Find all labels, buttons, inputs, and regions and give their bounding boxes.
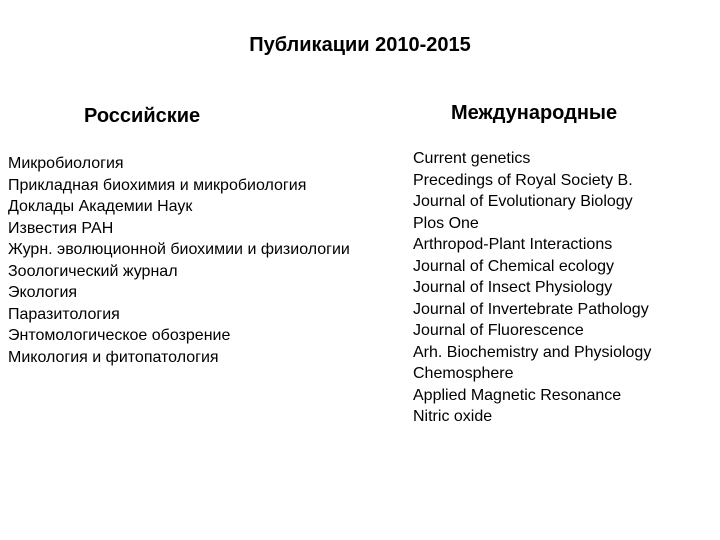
list-item: Journal of Evolutionary Biology <box>413 193 633 210</box>
list-item: Зоологический журнал <box>8 262 178 280</box>
international-journals-list <box>413 148 651 428</box>
list-item: Энтомологическое обозрение <box>8 327 231 344</box>
list-item: Journal of Insect Physiology <box>413 279 613 296</box>
list-item: Известия РАН <box>8 219 114 237</box>
list-item: Arh. Biochemistry and Physiology <box>413 343 652 361</box>
list-item: Precedings of Royal Society B. <box>413 171 633 189</box>
russian-column-heading: Российские <box>84 105 201 127</box>
list-item: Прикладная биохимия и микробиология <box>8 176 307 194</box>
list-item: Applied Magnetic Resonance <box>413 386 622 404</box>
list-item: Journal of Fluorescence <box>413 322 584 339</box>
list-item: Current genetics <box>413 150 531 167</box>
list-item: Экология <box>8 284 78 301</box>
list-item: Микробиология <box>8 155 124 172</box>
list-item: Журн. эволюционной биохимии и физиологии <box>8 241 350 258</box>
list-item: Nitric oxide <box>413 408 493 425</box>
list-item: Journal of Invertebrate Pathology <box>413 300 649 318</box>
list-item: Chemosphere <box>413 365 514 382</box>
list-item: Доклады Академии Наук <box>8 198 193 215</box>
list-item: Паразитология <box>8 305 120 323</box>
list-item: Plos One <box>413 214 479 232</box>
list-item: Arthropod-Plant Interactions <box>413 236 613 253</box>
international-column-heading: Международные <box>451 102 618 124</box>
page-title: Публикации 2010-2015 <box>249 34 471 56</box>
russian-journals-list <box>8 153 350 368</box>
list-item: Микология и фитопатология <box>8 348 219 366</box>
list-item: Journal of Chemical ecology <box>413 257 614 275</box>
